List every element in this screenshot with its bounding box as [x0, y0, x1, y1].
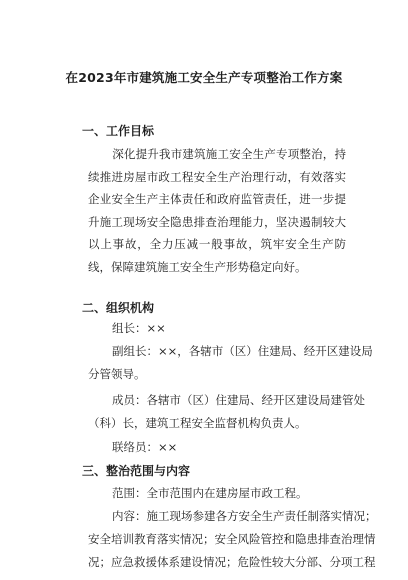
goals-paragraph-text: 深化提升我市建筑施工安全生产专项整治，持续推进房屋市政工程安全生产治理行动，有效落实企业安全生产主体责任和政府监管责任，进一步提升施工现场安全隐患排查治理能力，坚决遏制较大以上事故，全力压减一般事故，筑牢安全生产防线，保障建筑施工安全生产形势稳定向好。	[88, 147, 346, 274]
scope-content-line-3: 况；应急救援体系建设情况；危险性较大分部、分项工程	[88, 555, 376, 569]
org-deputy-line-2: 分管领导。	[88, 367, 146, 381]
org-liaison: 联络员：××	[112, 440, 178, 454]
goals-paragraph	[88, 143, 346, 279]
section-heading-scope: 三、整治范围与内容	[82, 464, 191, 478]
scope-content-line-2: 安全培训教育落实情况；安全风险管控和隐患排查治理情	[88, 532, 376, 546]
section-heading-goals: 一、工作目标	[82, 124, 155, 138]
org-deputy-line-1: 副组长：××，各辖市（区）住建局、经开区建设局	[112, 344, 373, 358]
org-members-line-1: 成员：各辖市（区）住建局、经开区建设局建管处	[112, 393, 365, 407]
org-leader: 组长：××	[112, 321, 166, 335]
document-title: 在2023年市建筑施工安全生产专项整治工作方案	[65, 70, 343, 85]
scope-content-line-1: 内容：施工现场参建各方安全生产责任制落实情况；	[112, 509, 377, 523]
section-heading-organization: 二、组织机构	[82, 301, 155, 315]
org-members-line-2: （科）长，建筑工程安全监督机构负责人。	[88, 416, 307, 430]
scope-range: 范围：全市范围内在建房屋市政工程。	[112, 486, 308, 500]
